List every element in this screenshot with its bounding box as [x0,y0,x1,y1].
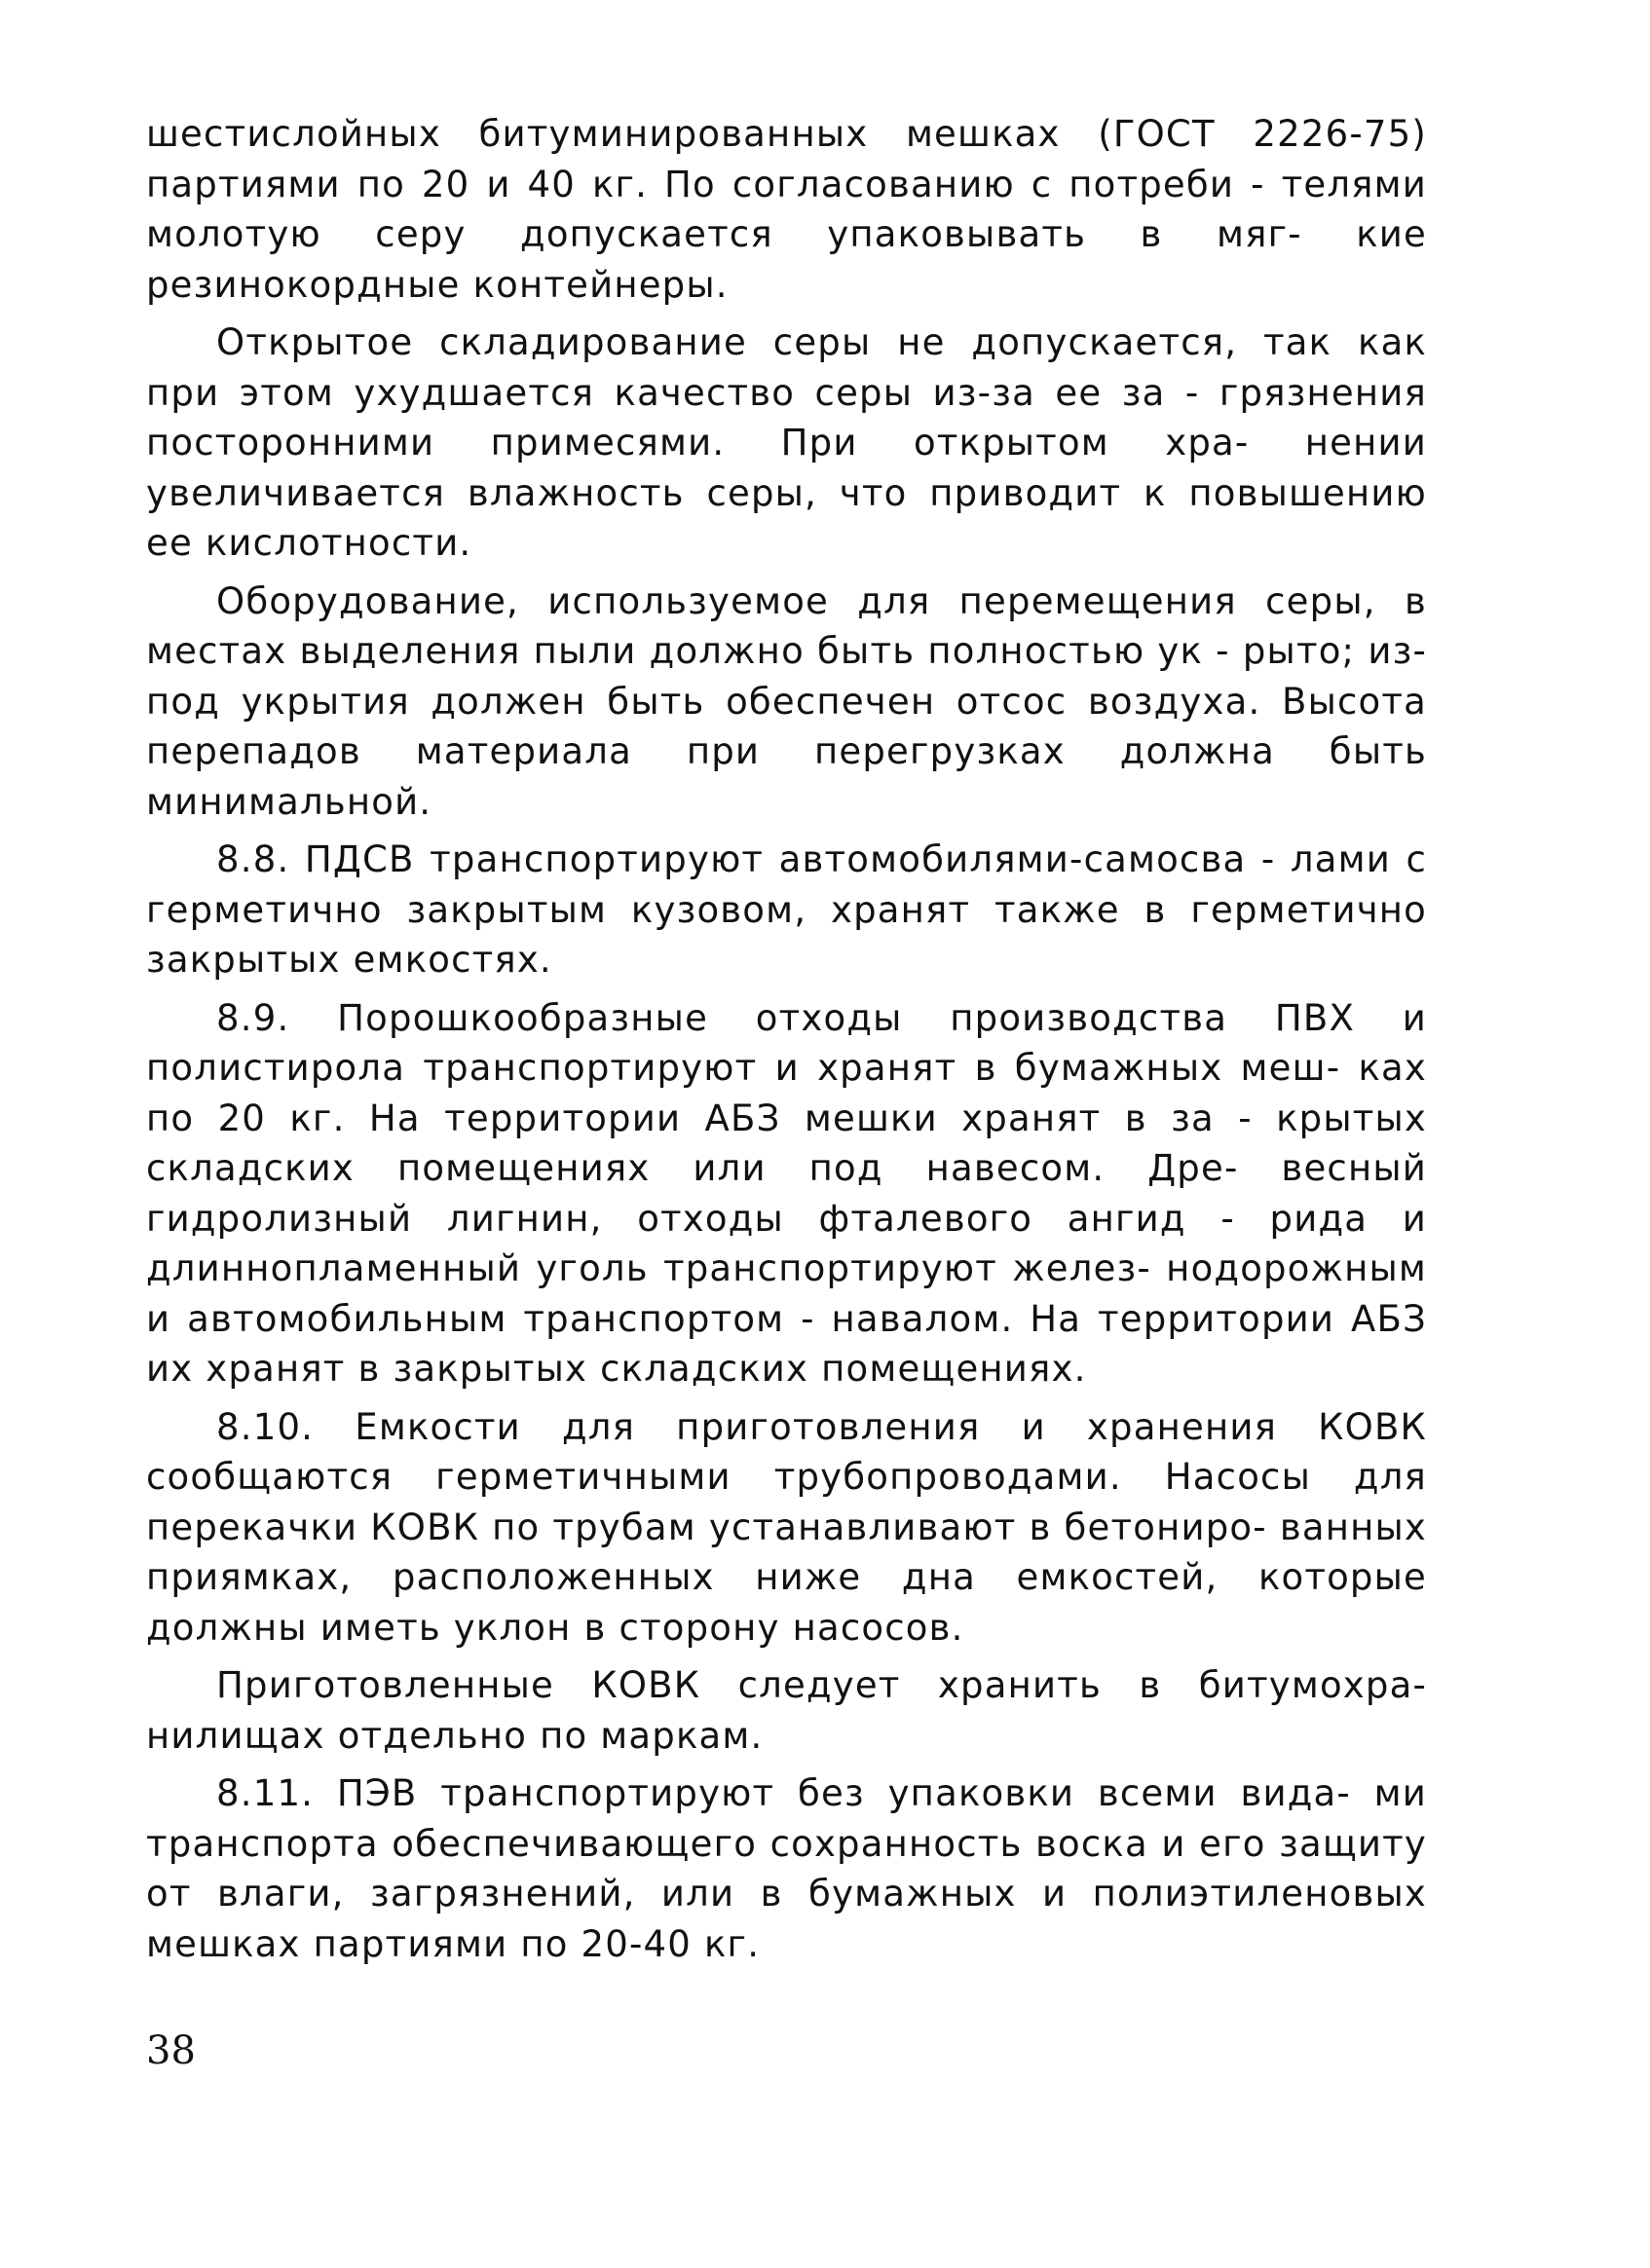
paragraph-8-8: 8.8. ПДСВ транспортируют автомобилями-самосва - лами с герметично закрытым кузовом, хранят также в герметично закрытых емкостях. [146,838,1427,981]
paragraph-8-11: 8.11. ПЭВ транспортируют без упаковки всеми вида- ми транспорта обеспечивающего сохранность воска и его защиту от влаги, загрязнений, или в бумажных и полиэтиленовых мешках партиями по 20-40 кг. [146,1772,1427,1965]
page-number: 38 [146,2028,196,2073]
paragraph-8-9: 8.9. Порошкообразные отходы производства ПВХ и полистирола транспортируют и хранят в бумажных меш- ках по 20 кг. На территории АБЗ мешки хранят в за - крытых складских помещениях или под навесом. Дре- весный гидролизный лигнин, отходы фталевого ангид - рида и длиннопламенный уголь транспортируют желез- нодорожным и автомобильным транспортом - навалом. На территории АБЗ их хранят в закрытых складских помещениях. [146,996,1427,1390]
body-text [146,109,1427,1977]
paragraph-open-storage: Открытое складирование серы не допускается, так как при этом ухудшается качество серы из-за ее за - грязнения посторонними примесями. При открытом хра- нении увеличивается влажность серы, что приводит к повышению ее кислотности. [146,321,1427,564]
paragraph-8-10: 8.10. Емкости для приготовления и хранения КОВК сообщаются герметичными трубопроводами. Насосы для перекачки КОВК по трубам устанавливают в бетониро- ванных приямках, расположенных ниже дна емкостей, которые должны иметь уклон в сторону насосов. [146,1405,1427,1649]
paragraph-kovk-storage: Приготовленные КОВК следует хранить в битумохра- нилищах отдельно по маркам. [146,1664,1427,1757]
paragraph-packaging: шестислойных битуминированных мешках (ГОСТ 2226-75) партиями по 20 и 40 кг. По согласованию с потреби - телями молотую серу допускается упаковывать в мяг- кие резинокордные контейнеры. [146,113,1427,306]
paragraph-equipment: Оборудование, используемое для перемещения серы, в местах выделения пыли должно быть полностью ук - рыто; из-под укрытия должен быть обеспечен отсос воздуха. Высота перепадов материала при перегрузках должна быть минимальной. [146,579,1427,823]
